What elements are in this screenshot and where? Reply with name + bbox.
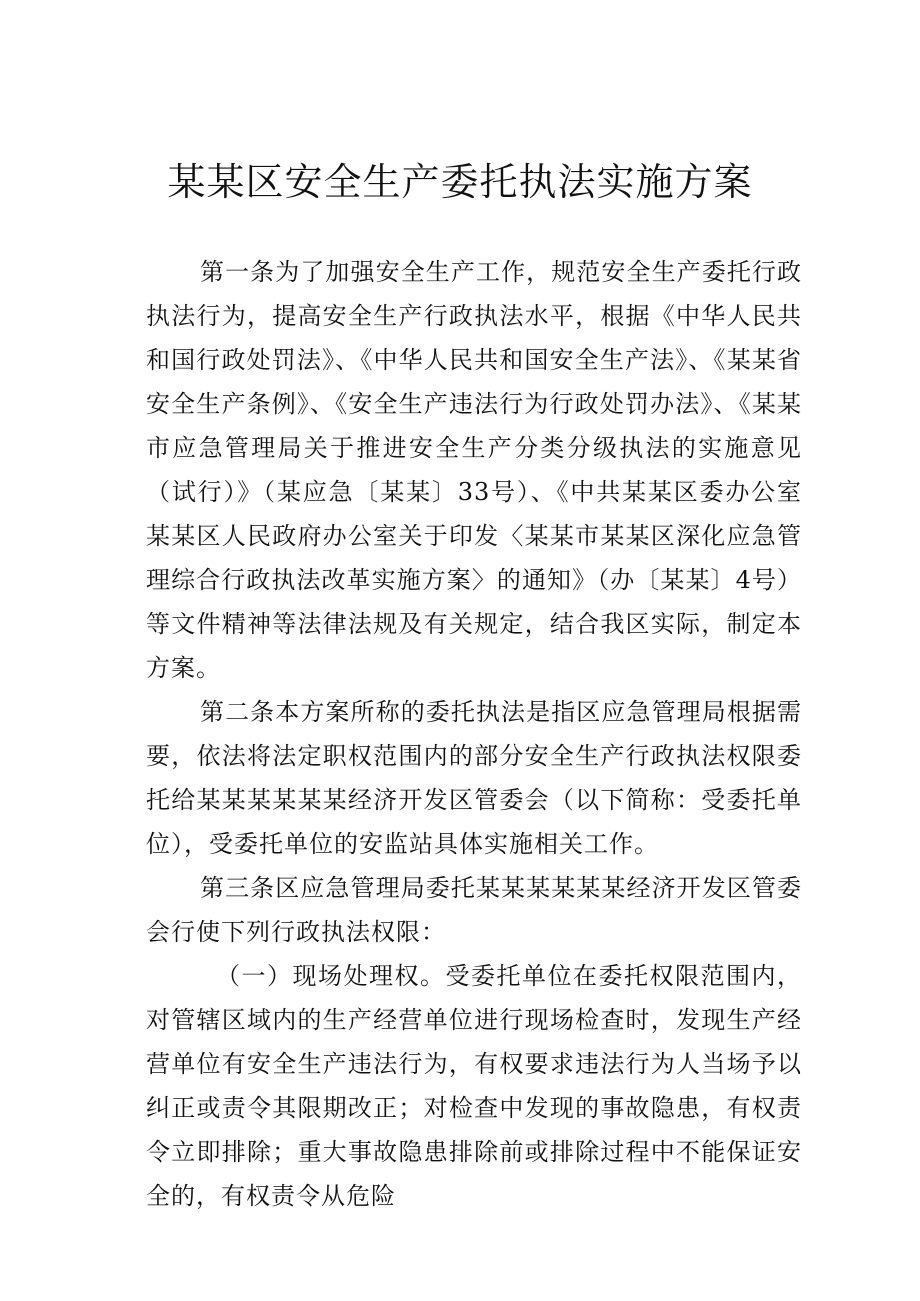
item-1-paragraph: （一）现场处理权。受委托单位在委托权限范围内，对管辖区域内的生产经营单位进行现场检查时，发现生产经营单位有安全生产违法行为，有权要求违法行为人当场予以纠正或责令其限期改正；对检查中发现的事故隐患，有权责令立即排除；重大事故隐患排除前或排除过程中不能保证安全的，有权责令从危险	[146, 962, 802, 1210]
article-2-paragraph: 第二条本方案所称的委托执法是指区应急管理局根据需要，依法将法定职权范围内的部分安全生产行政执法权限委托给某某某某某某经济开发区管委会（以下简称：受委托单位），受委托单位的安监站具体实施相关工作。	[146, 698, 802, 858]
article-1-paragraph: 第一条为了加强安全生产工作，规范安全生产委托行政执法行为，提高安全生产行政执法水平，根据《中华人民共和国行政处罚法》、《中华人民共和国安全生产法》、《某某省安全生产条例》、《安全生产违法行为行政处罚办法》、《某某市应急管理局关于推进安全生产分类分级执法的实施意见（试行）》（某应急〔某某〕33号）、《中共某某区委办公室某某区人民政府办公室关于印发〈某某市某某区深化应急管理综合行政执法改革实施方案〉的通知》（办〔某某〕4号）等文件精神等法律法规及有关规定，结合我区实际，制定本方案。	[146, 258, 802, 682]
document-body	[146, 250, 802, 1218]
document-title: 某某区安全生产委托执法实施方案	[167, 160, 753, 204]
article-3-paragraph: 第三条区应急管理局委托某某某某某某经济开发区管委会行使下列行政执法权限：	[146, 874, 802, 946]
